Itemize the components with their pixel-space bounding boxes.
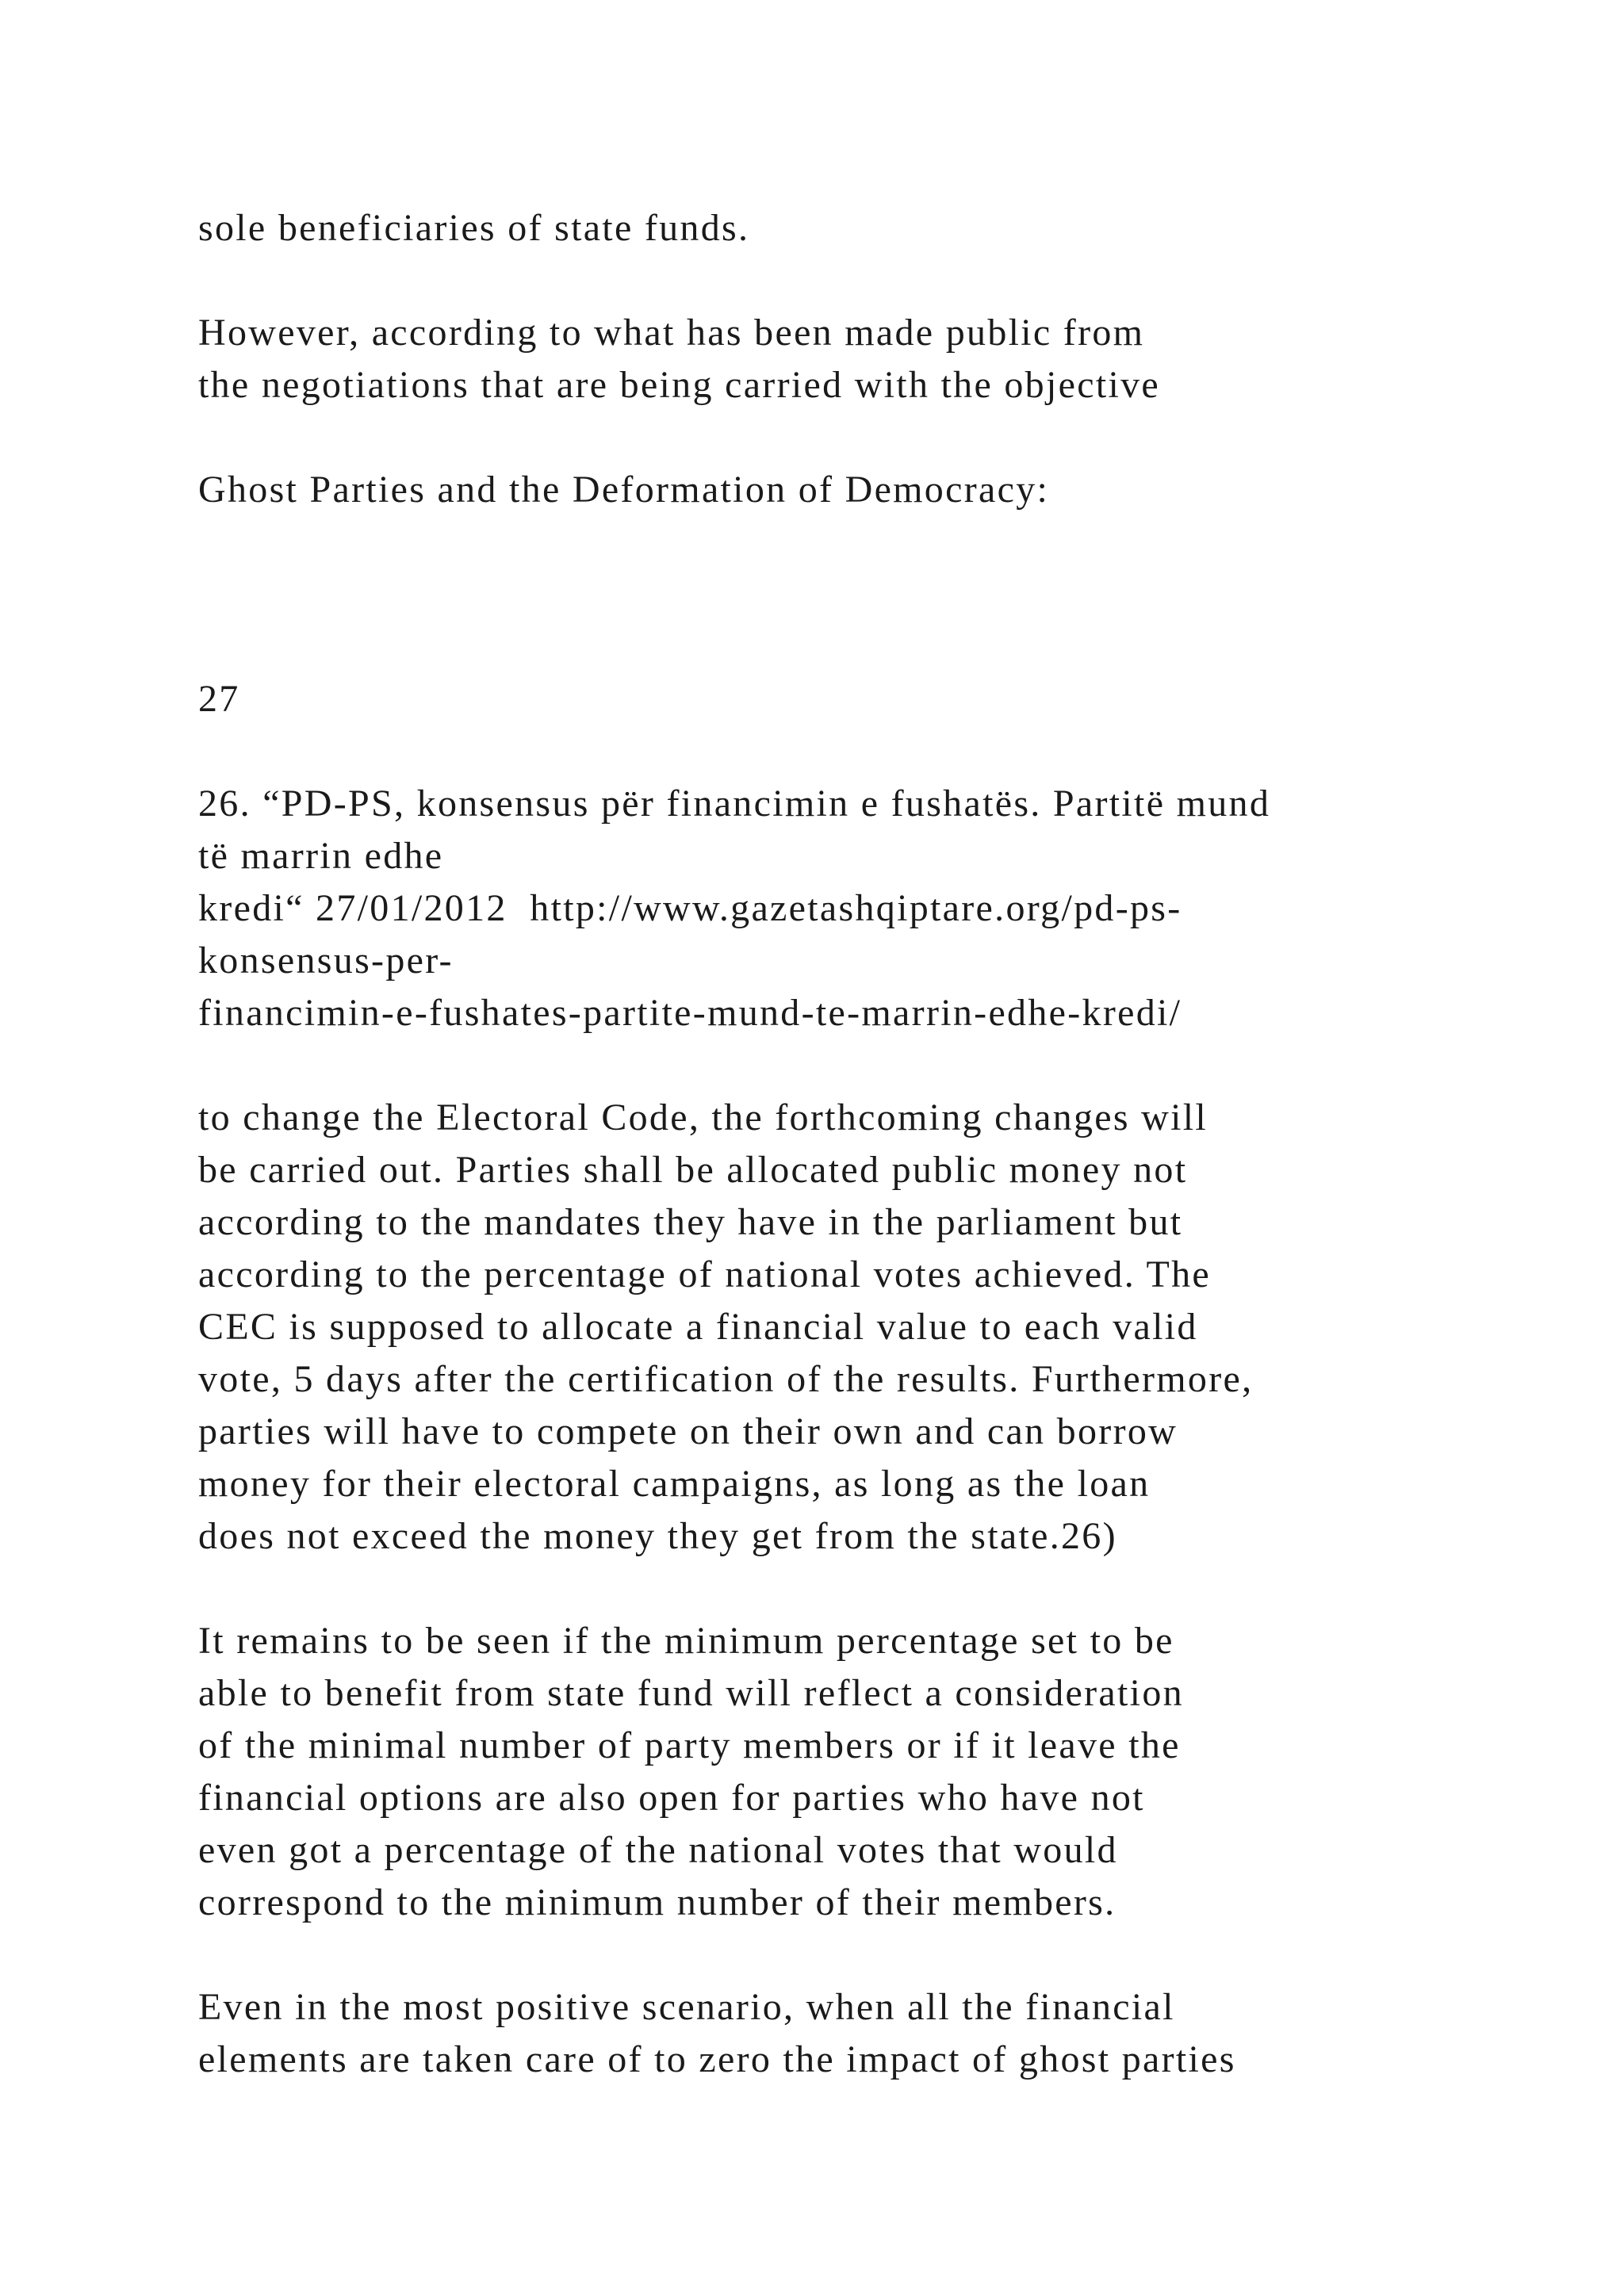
- text-line: according to the mandates they have in the parliament but: [198, 1201, 1183, 1243]
- text-line: sole beneficiaries of state funds.: [198, 207, 750, 249]
- text-line: CEC is supposed to allocate a financial value to each valid: [198, 1306, 1198, 1348]
- text-line: does not exceed the money they get from the state.26): [198, 1515, 1117, 1557]
- footnote-line: 26. “PD-PS, konsensus për financimin e fushatës. Partitë mund: [198, 783, 1271, 825]
- footnote-line: kredi“ 27/01/2012 http://www.gazetashqiptare.org/pd-ps-: [198, 887, 1182, 929]
- text-line: elements are taken care of to zero the impact of ghost parties: [198, 2038, 1236, 2080]
- text-line: parties will have to compete on their own and can borrow: [198, 1410, 1178, 1452]
- text-line: the negotiations that are being carried with the objective: [198, 364, 1161, 406]
- text-line: money for their electoral campaigns, as long as the loan: [198, 1463, 1151, 1505]
- text-line: to change the Electoral Code, the forthcoming changes will: [198, 1096, 1208, 1138]
- page-number: 27: [198, 678, 240, 720]
- text-line: able to benefit from state fund will reflect a consideration: [198, 1672, 1184, 1714]
- text-line: vote, 5 days after the certification of the results. Furthermore,: [198, 1358, 1254, 1400]
- running-header: Ghost Parties and the Deformation of Democracy:: [198, 469, 1050, 511]
- footnote-line: financimin-e-fushates-partite-mund-te-marrin-edhe-kredi/: [198, 992, 1182, 1034]
- text-line: Even in the most positive scenario, when all the financial: [198, 1986, 1175, 2028]
- footnote-line: të marrin edhe: [198, 835, 444, 877]
- text-line: It remains to be seen if the minimum percentage set to be: [198, 1620, 1174, 1662]
- text-line: financial options are also open for parties who have not: [198, 1777, 1145, 1819]
- footnote-line: konsensus-per-: [198, 939, 454, 982]
- text-line: However, according to what has been made public from: [198, 312, 1145, 354]
- text-line: even got a percentage of the national votes that would: [198, 1829, 1118, 1871]
- text-line: according to the percentage of national votes achieved. The: [198, 1253, 1211, 1295]
- text-line: be carried out. Parties shall be allocated public money not: [198, 1149, 1188, 1191]
- text-line: of the minimal number of party members or if it leave the: [198, 1724, 1181, 1766]
- text-line: correspond to the minimum number of their members.: [198, 1881, 1116, 1923]
